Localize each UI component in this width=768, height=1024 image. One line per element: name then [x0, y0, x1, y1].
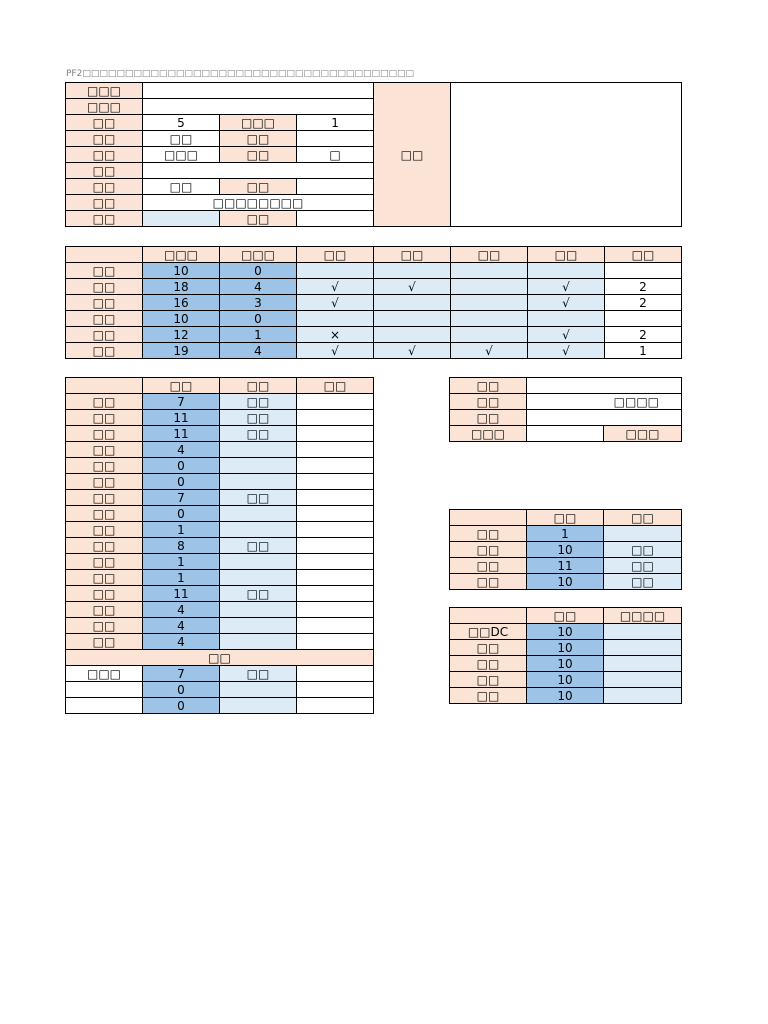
field-label: □□ — [66, 211, 143, 227]
skill-cell: 0 — [143, 506, 220, 522]
field-value — [143, 83, 374, 99]
skill-cell: □□ — [220, 426, 297, 442]
field-value — [297, 131, 374, 147]
saving-throws-table — [449, 509, 682, 590]
field-value: 1 — [297, 115, 374, 131]
skill-cell — [220, 442, 297, 458]
ability-cell: 2 — [605, 327, 682, 343]
column-header — [450, 608, 527, 624]
field-value: 5 — [143, 115, 220, 131]
column-header: □□ — [527, 510, 604, 526]
skill-cell — [297, 458, 374, 474]
save-cell: 1 — [527, 526, 604, 542]
lore-row — [66, 682, 374, 698]
skill-name: □□ — [66, 522, 143, 538]
ability-cell: × — [297, 327, 374, 343]
skill-name: □□ — [66, 394, 143, 410]
defense-value — [527, 410, 682, 426]
column-header: □□ — [604, 510, 682, 526]
ability-cell — [451, 263, 528, 279]
spell-name: □□DC — [450, 624, 527, 640]
ability-cell — [451, 279, 528, 295]
skill-cell — [297, 426, 374, 442]
skill-row — [66, 410, 374, 426]
spell-row — [450, 672, 682, 688]
defense-table — [449, 377, 682, 442]
spell-name: □□ — [450, 640, 527, 656]
lore-cell — [297, 682, 374, 698]
skill-cell — [297, 506, 374, 522]
ability-cell: √ — [374, 343, 451, 359]
skill-cell — [297, 442, 374, 458]
spell-cell — [604, 656, 682, 672]
ability-cell: 4 — [220, 343, 297, 359]
skill-cell — [297, 586, 374, 602]
skill-name: □□ — [66, 618, 143, 634]
lore-cell: 0 — [143, 682, 220, 698]
skill-name: □□ — [66, 442, 143, 458]
ability-cell — [374, 327, 451, 343]
save-name: □□ — [450, 558, 527, 574]
skill-cell — [297, 474, 374, 490]
ability-cell: √ — [528, 279, 605, 295]
skill-cell: 0 — [143, 458, 220, 474]
lore-cell: 7 — [143, 666, 220, 682]
column-header: □□ — [143, 378, 220, 394]
skill-cell: 1 — [143, 522, 220, 538]
column-header — [66, 378, 143, 394]
skill-cell: 1 — [143, 570, 220, 586]
column-header: □□ — [220, 378, 297, 394]
skill-name: □□ — [66, 634, 143, 650]
skill-cell: 8 — [143, 538, 220, 554]
ability-cell: 0 — [220, 311, 297, 327]
ability-name: □□ — [66, 295, 143, 311]
ability-cell: 10 — [143, 263, 220, 279]
lore-cell — [297, 698, 374, 714]
character-info-table — [65, 82, 682, 227]
field-value: □□ — [143, 179, 220, 195]
skill-cell — [297, 602, 374, 618]
skill-row — [66, 426, 374, 442]
ability-cell: 0 — [220, 263, 297, 279]
column-header: □□□ — [143, 247, 220, 263]
defense-label: □□ — [450, 394, 527, 410]
field-value: □ — [297, 147, 374, 163]
ability-cell — [297, 311, 374, 327]
ability-cell: 10 — [143, 311, 220, 327]
skill-cell: □□ — [220, 410, 297, 426]
field-value — [143, 211, 220, 227]
skill-cell: 4 — [143, 618, 220, 634]
skill-name: □□ — [66, 602, 143, 618]
skill-cell: □□ — [220, 586, 297, 602]
ability-cell: 18 — [143, 279, 220, 295]
skill-row — [66, 618, 374, 634]
skill-cell: 0 — [143, 474, 220, 490]
save-row — [450, 574, 682, 590]
column-header: □□ — [451, 247, 528, 263]
skill-row — [66, 602, 374, 618]
spellcasting-table — [449, 607, 682, 704]
skill-row — [66, 522, 374, 538]
skill-cell — [297, 570, 374, 586]
save-cell: 10 — [527, 542, 604, 558]
skill-cell — [297, 490, 374, 506]
spell-name: □□ — [450, 672, 527, 688]
skill-cell — [220, 618, 297, 634]
spell-name: □□ — [450, 688, 527, 704]
save-cell: □□ — [604, 542, 682, 558]
skill-name: □□ — [66, 538, 143, 554]
field-value: □□□□□□□□ — [143, 195, 374, 211]
defense-cell: □□□ — [450, 426, 527, 442]
skills-header-row — [66, 378, 374, 394]
skill-cell: 1 — [143, 554, 220, 570]
ability-cell — [605, 263, 682, 279]
ability-row — [66, 263, 682, 279]
skill-row — [66, 474, 374, 490]
lore-row — [66, 698, 374, 714]
defense-cell: □□□ — [604, 426, 682, 442]
save-name: □□ — [450, 574, 527, 590]
field-label: □□ — [66, 195, 143, 211]
field-value: □□□ — [143, 147, 220, 163]
field-value — [297, 211, 374, 227]
spell-row — [450, 624, 682, 640]
skill-cell: □□ — [220, 394, 297, 410]
skill-row — [66, 394, 374, 410]
lore-name: □□□ — [66, 666, 143, 682]
field-label: □□ — [220, 179, 297, 195]
skill-cell — [220, 474, 297, 490]
info-row — [66, 83, 682, 99]
lore-title-row — [66, 650, 374, 666]
skills-table — [65, 377, 374, 714]
skill-cell — [220, 634, 297, 650]
field-label: □□□ — [220, 115, 297, 131]
field-label: □□ — [66, 147, 143, 163]
ability-cell — [605, 311, 682, 327]
ability-header-row — [66, 247, 682, 263]
spell-cell: 10 — [527, 624, 604, 640]
skill-cell — [297, 618, 374, 634]
ability-cell: 19 — [143, 343, 220, 359]
save-cell: 10 — [527, 574, 604, 590]
spell-row — [450, 656, 682, 672]
spell-cell — [604, 624, 682, 640]
ability-cell — [451, 327, 528, 343]
lore-cell — [297, 666, 374, 682]
column-header: □□□□ — [604, 608, 682, 624]
field-label: □□ — [220, 147, 297, 163]
ability-scores-table — [65, 246, 682, 359]
saves-header-row — [450, 510, 682, 526]
skill-cell — [297, 410, 374, 426]
field-label: □□□ — [66, 83, 143, 99]
field-value: □□ — [143, 131, 220, 147]
spell-row — [450, 688, 682, 704]
skill-cell: 4 — [143, 442, 220, 458]
ability-cell: √ — [297, 343, 374, 359]
skill-row — [66, 634, 374, 650]
skill-row — [66, 490, 374, 506]
skill-name: □□ — [66, 426, 143, 442]
field-label: □□ — [220, 131, 297, 147]
ability-cell — [374, 311, 451, 327]
lore-cell — [220, 698, 297, 714]
skill-name: □□ — [66, 410, 143, 426]
ability-cell — [451, 311, 528, 327]
defense-row — [450, 394, 682, 410]
skill-cell — [297, 522, 374, 538]
skill-name: □□ — [66, 506, 143, 522]
ability-cell — [528, 263, 605, 279]
sheet-caption: PF2□□□□□□□□□□□□□□□□□□□□□□□□□□□□□□□□□□□□□□□ — [66, 69, 414, 79]
skill-cell — [297, 634, 374, 650]
ability-name: □□ — [66, 311, 143, 327]
spell-row — [450, 640, 682, 656]
save-cell — [604, 526, 682, 542]
defense-row — [450, 410, 682, 426]
field-label: □□ — [66, 163, 143, 179]
column-header: □□ — [527, 608, 604, 624]
skill-name: □□ — [66, 586, 143, 602]
skill-cell: □□ — [220, 538, 297, 554]
ability-cell: 2 — [605, 279, 682, 295]
ability-cell: 3 — [220, 295, 297, 311]
skill-row — [66, 570, 374, 586]
lore-name — [66, 698, 143, 714]
spell-cell — [604, 672, 682, 688]
skill-cell — [220, 602, 297, 618]
skill-cell: □□ — [220, 490, 297, 506]
skill-cell: 4 — [143, 602, 220, 618]
skill-name: □□ — [66, 474, 143, 490]
skill-row — [66, 442, 374, 458]
save-row — [450, 526, 682, 542]
skill-cell — [297, 394, 374, 410]
field-label: □□□ — [66, 99, 143, 115]
ability-cell: 12 — [143, 327, 220, 343]
ability-cell: 4 — [220, 279, 297, 295]
skill-cell — [220, 522, 297, 538]
spell-cell: 10 — [527, 640, 604, 656]
ability-row — [66, 311, 682, 327]
ability-cell — [297, 263, 374, 279]
lore-cell — [220, 682, 297, 698]
skill-cell — [220, 570, 297, 586]
ability-row — [66, 295, 682, 311]
spell-name: □□ — [450, 656, 527, 672]
ability-cell — [451, 295, 528, 311]
defense-value — [527, 378, 682, 394]
field-label: □□ — [66, 115, 143, 131]
save-name: □□ — [450, 542, 527, 558]
field-value — [297, 179, 374, 195]
defense-row — [450, 378, 682, 394]
skill-cell — [220, 554, 297, 570]
ability-cell: √ — [297, 295, 374, 311]
spell-cell — [604, 640, 682, 656]
skill-cell: 11 — [143, 410, 220, 426]
column-header: □□ — [374, 247, 451, 263]
ability-cell — [374, 295, 451, 311]
field-value — [143, 99, 374, 115]
ability-name: □□ — [66, 327, 143, 343]
skill-name: □□ — [66, 554, 143, 570]
spell-cell: 10 — [527, 656, 604, 672]
column-header: □□ — [528, 247, 605, 263]
save-row — [450, 542, 682, 558]
spell-cell: 10 — [527, 688, 604, 704]
skill-cell: 4 — [143, 634, 220, 650]
save-cell: □□ — [604, 558, 682, 574]
field-label: □□ — [66, 131, 143, 147]
column-header: □□□ — [220, 247, 297, 263]
ability-cell: √ — [451, 343, 528, 359]
save-name: □□ — [450, 526, 527, 542]
save-row — [450, 558, 682, 574]
skill-row — [66, 458, 374, 474]
portrait-label: □□ — [374, 83, 451, 227]
defense-bottom-row — [450, 426, 682, 442]
defense-label: □□ — [450, 410, 527, 426]
ability-cell: 1 — [220, 327, 297, 343]
ability-name: □□ — [66, 279, 143, 295]
skill-cell: 11 — [143, 426, 220, 442]
column-header: □□ — [605, 247, 682, 263]
ability-row — [66, 327, 682, 343]
ability-name: □□ — [66, 263, 143, 279]
ability-cell: √ — [528, 343, 605, 359]
ability-cell — [374, 263, 451, 279]
defense-value: □□□□ — [527, 394, 682, 410]
column-header: □□ — [297, 247, 374, 263]
skill-name: □□ — [66, 570, 143, 586]
spells-header-row — [450, 608, 682, 624]
portrait-area — [451, 83, 682, 227]
ability-cell: 16 — [143, 295, 220, 311]
lore-title: □□ — [66, 650, 374, 666]
ability-cell: √ — [528, 295, 605, 311]
skill-name: □□ — [66, 458, 143, 474]
skill-cell — [297, 538, 374, 554]
column-header: □□ — [297, 378, 374, 394]
skill-cell: 11 — [143, 586, 220, 602]
skill-name: □□ — [66, 490, 143, 506]
ability-cell: √ — [528, 327, 605, 343]
skill-cell: 7 — [143, 394, 220, 410]
lore-cell: □□ — [220, 666, 297, 682]
save-cell: □□ — [604, 574, 682, 590]
skill-row — [66, 554, 374, 570]
ability-row — [66, 279, 682, 295]
defense-label: □□ — [450, 378, 527, 394]
column-header — [66, 247, 143, 263]
field-label: □□ — [66, 179, 143, 195]
ability-cell: √ — [374, 279, 451, 295]
column-header — [450, 510, 527, 526]
skill-row — [66, 506, 374, 522]
ability-row — [66, 343, 682, 359]
lore-cell: 0 — [143, 698, 220, 714]
skill-cell — [297, 554, 374, 570]
skill-cell: 7 — [143, 490, 220, 506]
save-cell: 11 — [527, 558, 604, 574]
skill-row — [66, 586, 374, 602]
lore-row — [66, 666, 374, 682]
ability-cell: 2 — [605, 295, 682, 311]
field-value — [143, 163, 374, 179]
lore-name — [66, 682, 143, 698]
defense-cell — [527, 426, 604, 442]
ability-cell: √ — [297, 279, 374, 295]
ability-name: □□ — [66, 343, 143, 359]
skill-row — [66, 538, 374, 554]
skill-cell — [220, 506, 297, 522]
spell-cell: 10 — [527, 672, 604, 688]
skill-cell — [220, 458, 297, 474]
ability-cell — [528, 311, 605, 327]
ability-cell: 1 — [605, 343, 682, 359]
field-label: □□ — [220, 211, 297, 227]
spell-cell — [604, 688, 682, 704]
